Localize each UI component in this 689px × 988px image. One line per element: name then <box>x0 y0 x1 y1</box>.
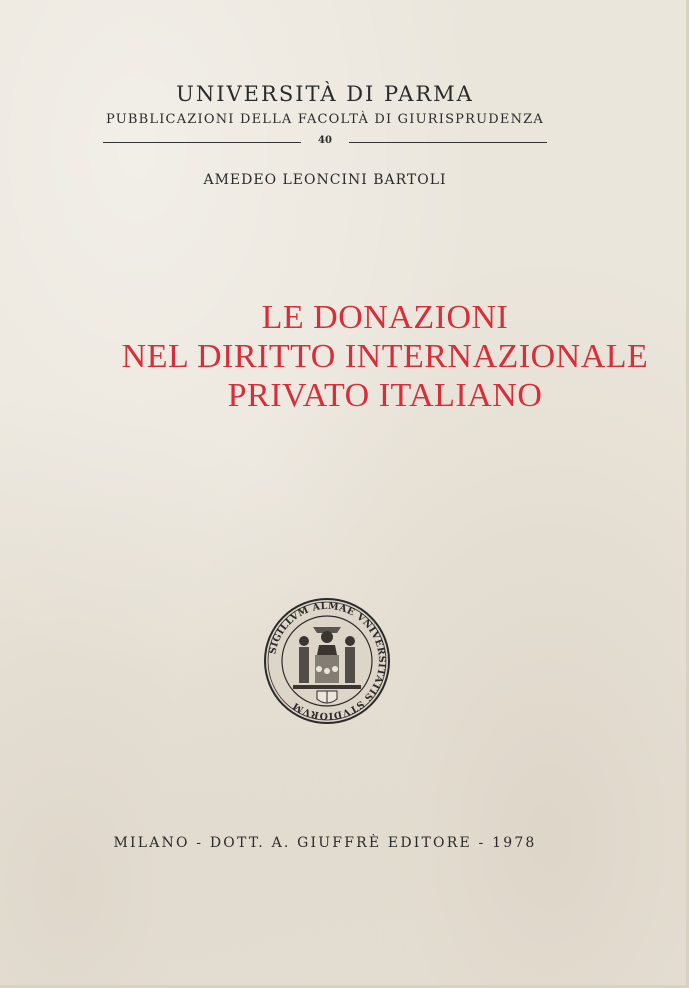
volume-number: 40 <box>318 135 332 146</box>
title-line-2: NEL DIRITTO INTERNAZIONALE <box>121 338 649 375</box>
author-name: AMEDEO LEONCINI BARTOLI <box>203 172 447 188</box>
divider-right <box>349 142 547 143</box>
institution-name: UNIVERSITÀ DI PARMA <box>176 82 474 106</box>
seal-legend: SIGILLVM ALMAE VNIVERSITATIS STVDIORVM <box>267 600 388 722</box>
university-seal-icon <box>263 597 391 725</box>
title-line-1: LE DONAZIONI <box>261 299 509 336</box>
book-title <box>0 298 689 415</box>
publisher-imprint: MILANO - DOTT. A. GIUFFRÈ EDITORE - 1978 <box>113 835 537 851</box>
volume-number-row <box>103 135 547 151</box>
title-line-3: PRIVATO ITALIANO <box>227 377 543 414</box>
series-name: PUBBLICAZIONI DELLA FACOLTÀ DI GIURISPRUDENZA <box>106 112 544 127</box>
